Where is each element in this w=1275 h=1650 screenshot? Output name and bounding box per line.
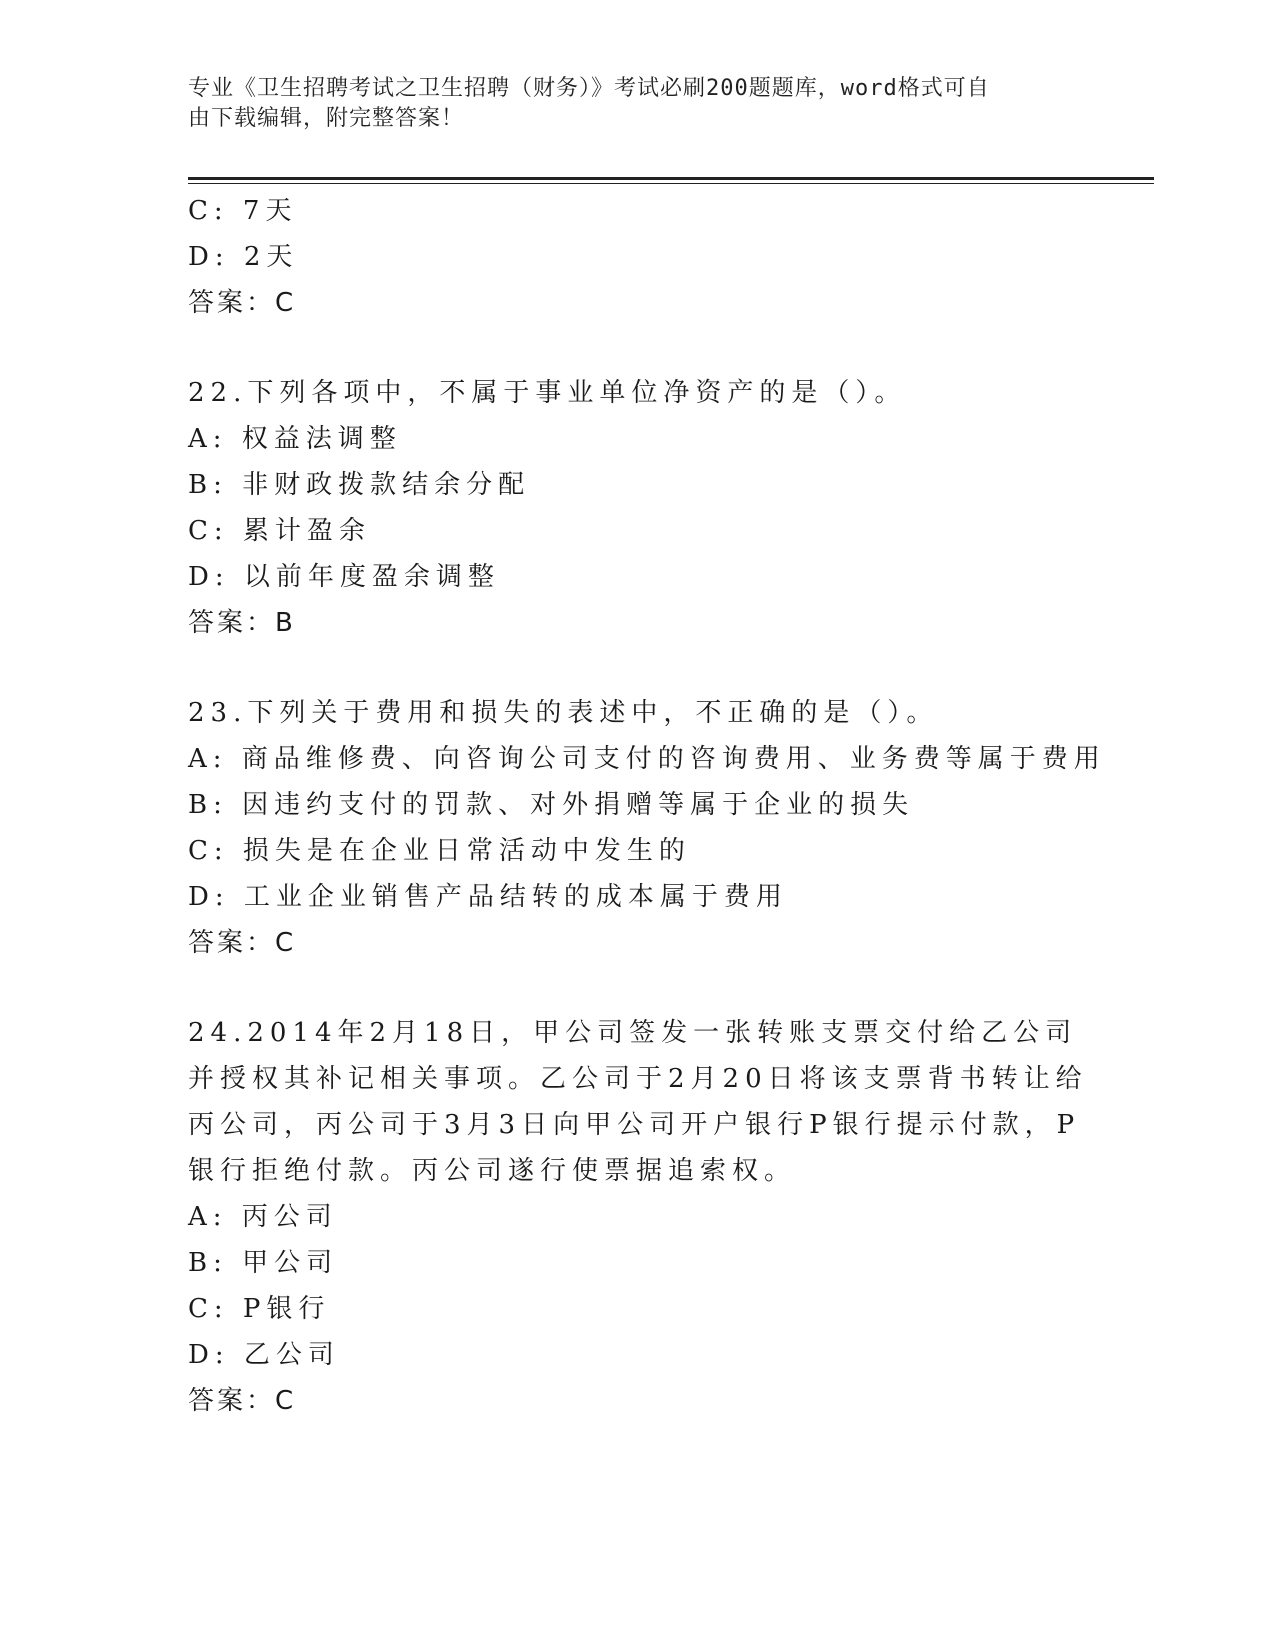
- header-rule-thick: [188, 177, 1154, 180]
- document-body: [188, 188, 1106, 1424]
- option-a: A: 权益法调整: [188, 424, 402, 454]
- header-title-line-2: 由下载编辑，附完整答案！: [188, 106, 465, 131]
- question-stem: 24.2014年2月18日，甲公司签发一张转账支票交付给乙公司并授权其补记相关事项。乙公司于2月20日将该支票背书转让给丙公司，丙公司于3月3日向甲公司开户银行P银行提示付款，P银行拒绝付款。丙公司遂行使票据追索权。: [188, 1018, 1088, 1186]
- option-c: C: 累计盈余: [188, 516, 371, 546]
- spacer: [188, 966, 1088, 1010]
- answer-line: 答案：C: [188, 928, 297, 958]
- question-22: [188, 370, 1088, 646]
- question-21-continued: [188, 188, 1088, 326]
- option-b: B: 甲公司: [188, 1248, 339, 1278]
- question-stem: 22.下列各项中，不属于事业单位净资产的是（）。: [188, 378, 907, 408]
- question-23: [188, 690, 1106, 966]
- question-24: [188, 1010, 1088, 1424]
- option-a: A: 丙公司: [188, 1202, 338, 1232]
- option-d: D: 以前年度盈余调整: [188, 562, 500, 592]
- answer-line: 答案：B: [188, 608, 296, 638]
- spacer: [188, 646, 1088, 690]
- header-rule-thin: [188, 183, 1154, 184]
- option-c: C: 损失是在企业日常活动中发生的: [188, 836, 691, 866]
- option-d: D: 工业企业销售产品结转的成本属于费用: [188, 882, 788, 912]
- answer-line: 答案：C: [188, 1386, 297, 1416]
- option-a: A: 商品维修费、向咨询公司支付的咨询费用、业务费等属于费用: [188, 744, 1106, 774]
- option-b: B: 因违约支付的罚款、对外捐赠等属于企业的损失: [188, 790, 915, 820]
- document-header: [188, 74, 1068, 134]
- question-stem: 23.下列关于费用和损失的表述中，不正确的是（）。: [188, 698, 939, 728]
- option-c: C: P银行: [188, 1294, 331, 1324]
- option-b: B: 非财政拨款结余分配: [188, 470, 531, 500]
- answer-line: 答案：C: [188, 288, 297, 318]
- option-d: D: 乙公司: [188, 1340, 340, 1370]
- option-d: D: 2天: [188, 242, 299, 272]
- header-title-line-1: 专业《卫生招聘考试之卫生招聘（财务）》考试必刷200题题库，word格式可自: [188, 76, 990, 101]
- option-c: C: 7天: [188, 196, 298, 226]
- spacer: [188, 326, 1088, 370]
